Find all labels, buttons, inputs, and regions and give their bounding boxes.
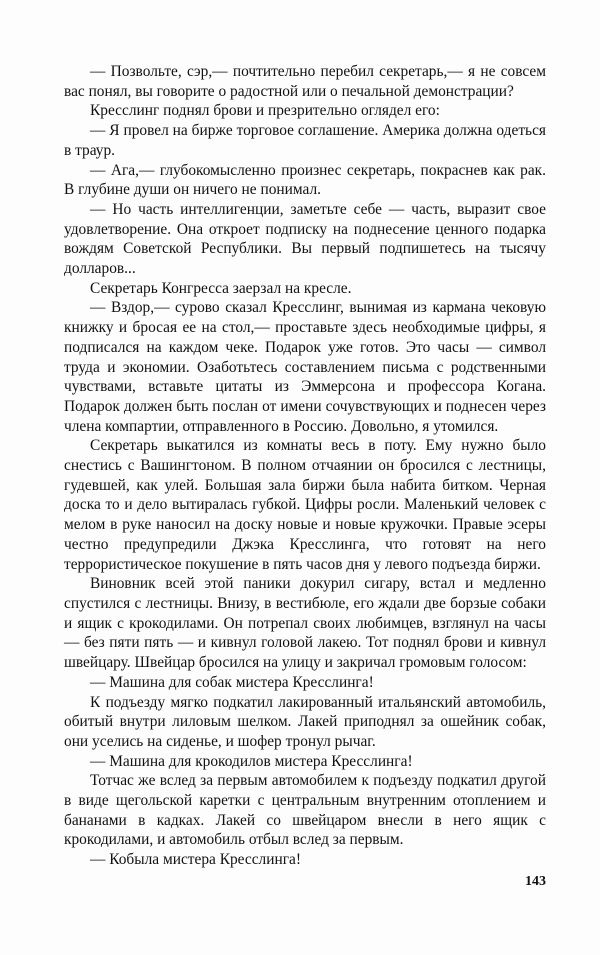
body-text [64, 62, 546, 870]
paragraph: — Кобыла мистера Кресслинга! [90, 851, 301, 869]
paragraph: — Вздор,— сурово сказал Кресслинг, вынимая из кармана чековую книжку и бросая ее на стол,— проставьте здесь необходимые цифры, я подписался на каждом чеке. Подарок уже готов. Это часы — символ труда и экономии. Озаботьтесь составлением письма с родственными чувствами, вставьте цитаты из Эммерсона и профессора Когана. Подарок должен быть послан от имени сочувствующих и поднесен через члена компартии, отправленного в Россию. Довольно, я утомился. [64, 299, 546, 435]
paragraph: — Машина для собак мистера Кресслинга! [90, 673, 374, 691]
paragraph: — Но часть интеллигенции, заметьте себе — часть, выразит свое удовлетворение. Она откроет подписку на поднесение ценного подарка вождям Советской Республики. Вы первый подпишетесь на тысячу долларов... [64, 200, 546, 278]
paragraph: Кресслинг поднял брови и презрительно оглядел его: [90, 102, 440, 120]
paragraph: Секретарь Конгресса заерзал на кресле. [90, 279, 352, 297]
paragraph: — Ага,— глубокомысленно произнес секретарь, покраснев как рак. В глубине души он ничего не понимал. [64, 161, 546, 199]
paragraph: — Я провел на бирже торговое соглашение. Америка должна одеться в траур. [64, 122, 546, 159]
paragraph: К подъезду мягко подкатил лакированный итальянский автомобиль, обитый внутри лиловым шелком. Лакей приподнял за ошейник собак, они уселись на сиденье, и шофер тронул рычаг. [64, 693, 546, 750]
paragraph: Секретарь выкатился из комнаты весь в поту. Ему нужно было снестись с Вашингтоном. В полном отчаянии он бросился с лестницы, гудевшей, как улей. Большая зала биржи была набита битком. Черная доска то и дело вытиралась губкой. Цифры росли. Маленький человек с мелом в руке наносил на доску новые и новые кружочки. Правые эсеры честно предупредили Джэка Кресслинга, что готовят на него террористическое покушение в пять часов дня у левого подъезда биржи. [64, 437, 546, 573]
paragraph: — Позвольте, сэр,— почтительно перебил секретарь,— я не совсем вас понял, вы говорите о радостной или о печальной демонстрации? [64, 63, 546, 100]
paragraph: Тотчас же вслед за первым автомобилем к подъезду подкатил другой в виде щегольской каретки с центральным внутренним отоплением и бананами в кадках. Лакей со швейцаром внесли в него ящик с крокодилами, и автомобиль отбыл вслед за первым. [64, 772, 546, 849]
paragraph: — Машина для крокодилов мистера Кресслинга! [90, 752, 413, 770]
paragraph: Виновник всей этой паники докурил сигару, встал и медленно спустился с лестницы. Внизу, в вестибюле, его ждали две борзые собаки и ящик с крокодилами. Он потрепал своих любимцев, взглянул на часы — без пяти пять — и кивнул головой лакею. Тот поднял брови и кивнул швейцару. Швейцар бросился на улицу и закричал громовым голосом: [64, 575, 546, 672]
page-number: 143 [525, 874, 546, 889]
